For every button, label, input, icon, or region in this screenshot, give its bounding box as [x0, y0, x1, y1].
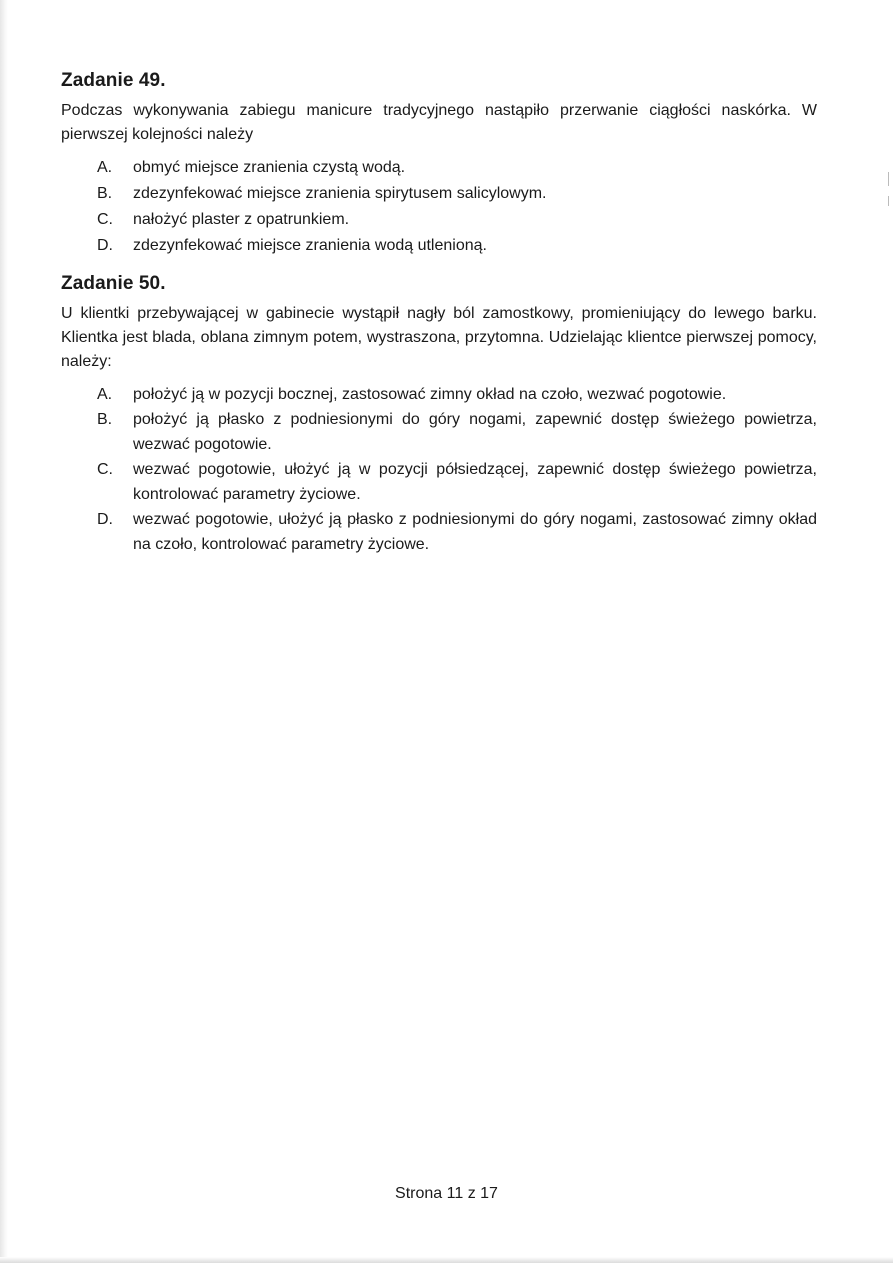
option-letter: D.	[97, 237, 113, 254]
option-letter: C.	[97, 211, 113, 228]
task-title: Zadanie 49.	[61, 70, 166, 91]
answer-option-d	[61, 233, 817, 259]
page-footer	[0, 1185, 893, 1203]
option-text: położyć ją w pozycji bocznej, zastosować zimny okład na czoło, wezwać pogotowie.	[133, 386, 727, 403]
answer-option-c	[61, 457, 817, 507]
answer-options	[61, 155, 817, 259]
scan-mark	[888, 172, 889, 186]
option-letter: A.	[97, 386, 113, 403]
option-letter: B.	[97, 411, 113, 428]
option-text: położyć ją płasko z podniesionymi do góry nogami, zapewnić dostęp świeżego powietrza, wezwać pogotowie.	[133, 411, 817, 453]
task-50	[61, 273, 817, 557]
option-letter: A.	[97, 159, 113, 176]
page-content	[61, 70, 817, 557]
option-text: zdezynfekować miejsce zranienia wodą utlenioną.	[133, 237, 487, 254]
task-title: Zadanie 50.	[61, 273, 166, 294]
answer-options	[61, 382, 817, 557]
option-text: zdezynfekować miejsce zranienia spirytusem salicylowym.	[133, 185, 547, 202]
answer-option-a	[61, 382, 817, 407]
option-letter: B.	[97, 185, 113, 202]
option-letter: D.	[97, 511, 113, 528]
scan-edge-bottom	[0, 1257, 893, 1263]
page-number: Strona 11 z 17	[395, 1185, 498, 1202]
option-text: wezwać pogotowie, ułożyć ją w pozycji półsiedzącej, zapewnić dostęp świeżego powietrza, kontrolować parametry życiowe.	[133, 461, 817, 503]
option-text: wezwać pogotowie, ułożyć ją płasko z podniesionymi do góry nogami, zastosować zimny okład na czoło, kontrolować parametry życiowe.	[133, 511, 817, 553]
option-text: obmyć miejsce zranienia czystą wodą.	[133, 159, 406, 176]
task-question: Podczas wykonywania zabiegu manicure tradycyjnego nastąpiło przerwanie ciągłości naskórka. W pierwszej kolejności należy	[61, 102, 817, 143]
task-49	[61, 70, 817, 259]
answer-option-c	[61, 207, 817, 233]
answer-option-d	[61, 507, 817, 557]
option-letter: C.	[97, 461, 113, 478]
option-text: nałożyć plaster z opatrunkiem.	[133, 211, 350, 228]
scan-edge-left	[0, 0, 8, 1263]
answer-option-b	[61, 407, 817, 457]
task-question: U klientki przebywającej w gabinecie wystąpił nagły ból zamostkowy, promieniujący do lewego barku. Klientka jest blada, oblana zimnym potem, wystraszona, przytomna. Udzielając klientce pierwszej pomocy, należy:	[61, 305, 817, 370]
answer-option-b	[61, 181, 817, 207]
scan-mark	[888, 196, 889, 206]
answer-option-a	[61, 155, 817, 181]
